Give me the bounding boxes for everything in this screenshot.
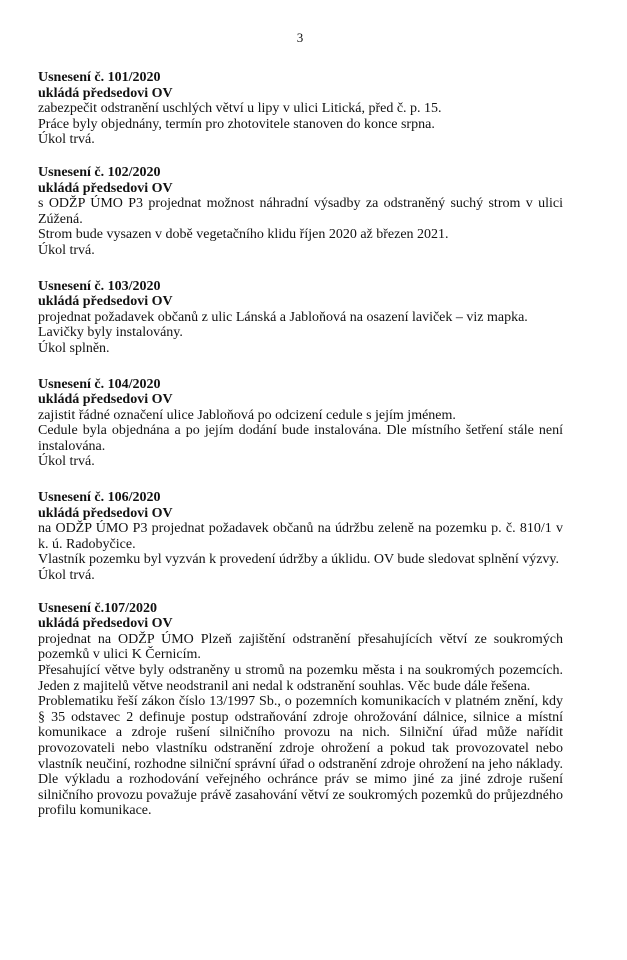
resolution-106 <box>38 490 563 584</box>
resolution-status-text: Přesahující větve byly odstraněny u stromů na pozemku města i na soukromých pozemcích. Jeden z majitelů větve neodstranil ani nedal k odstranění souhlas. Věc bude dále řešena. <box>38 663 563 694</box>
resolution-title: Usnesení č. 101/2020 <box>38 70 161 85</box>
resolution-102 <box>38 165 563 259</box>
resolution-subtitle: ukládá předsedovi OV <box>38 505 173 521</box>
resolution-status-text: Cedule byla objednána a po jejím dodání bude instalována. Dle místního šetření stále není instalována. <box>38 423 563 454</box>
resolution-title: Usnesení č. 104/2020 <box>38 376 161 392</box>
document-body <box>38 70 563 819</box>
resolution-task: na ODŽP ÚMO P3 projednat požadavek občanů na údržbu zeleně na pozemku p. č. 810/1 v k. ú. Radobyčice. <box>38 521 563 552</box>
resolution-task: zajistit řádné označení ulice Jabloňová po odcizení cedule s jejím jménem. <box>38 407 456 423</box>
resolution-task: zabezpečit odstranění uschlých větví u lipy v ulici Litická, před č. p. 15. <box>38 101 442 117</box>
resolution-state: Úkol splněn. <box>38 340 110 356</box>
page-number: 3 <box>296 30 304 45</box>
resolution-status-text: Práce byly objednány, termín pro zhotovitele stanoven do konce srpna. <box>38 116 435 132</box>
resolution-subtitle: ukládá předsedovi OV <box>38 180 173 196</box>
resolution-103 <box>38 279 563 357</box>
resolution-title: Usnesení č. 106/2020 <box>38 490 161 506</box>
resolution-state: Úkol trvá. <box>38 454 95 470</box>
resolution-107 <box>38 601 563 819</box>
resolution-status-text: Lavičky byly instalovány. <box>38 325 183 341</box>
resolution-subtitle: ukládá předsedovi OV <box>38 616 173 632</box>
resolution-state: Úkol trvá. <box>38 568 95 584</box>
resolution-title: Usnesení č.107/2020 <box>38 600 157 616</box>
resolution-status-text: Vlastník pozemku byl vyzván k provedení údržby a úklidu. OV bude sledovat splnění výzvy. <box>38 552 560 568</box>
resolution-104 <box>38 377 563 471</box>
resolution-title: Usnesení č. 102/2020 <box>38 164 161 180</box>
resolution-task: projednat na ODŽP ÚMO Plzeň zajištění odstranění přesahujících větví ze soukromých pozemků v ulici K Černicím. <box>38 631 563 663</box>
resolution-task: projednat požadavek občanů z ulic Lánská a Jabloňová na osazení laviček – viz mapka. <box>38 309 528 325</box>
resolution-101 <box>38 70 563 148</box>
resolution-state: Úkol trvá. <box>38 132 95 148</box>
resolution-subtitle: ukládá předsedovi OV <box>38 294 173 310</box>
resolution-status-text: Strom bude vysazen v době vegetačního klidu říjen 2020 až březen 2021. <box>38 227 449 243</box>
resolution-title: Usnesení č. 103/2020 <box>38 278 161 294</box>
resolution-state: Úkol trvá. <box>38 242 95 258</box>
resolution-legal-note: Problematiku řeší zákon číslo 13/1997 Sb., o pozemních komunikacích v platném znění, kdy § 35 odstavec 2 definuje postup odstraňování zdroje ohrožování dálnice, silnice a místní komunikace a zdroje rušení silničního provozu na nich. Silniční úřad může nařídit provozovateli nebo vlastníku odstranění zdroje ohrožení a pokud tak provozovatel nebo vlastník neučiní, rozhodne silniční správní úřad o odstranění zdroje ohrožení na jeho náklady. Dle výkladu a rozhodování veřejného ochránce práv se mimo jiné za jiné zdroje rušení silničního provozu považuje právě zasahování větví ze soukromých pozemků do průjezdného profilu komunikace. <box>38 694 563 819</box>
resolution-subtitle: ukládá předsedovi OV <box>38 85 173 101</box>
resolution-subtitle: ukládá předsedovi OV <box>38 392 173 408</box>
resolution-task: s ODŽP ÚMO P3 projednat možnost náhradní výsadby za odstraněný suchý strom v ulici Zúžená. <box>38 196 563 227</box>
